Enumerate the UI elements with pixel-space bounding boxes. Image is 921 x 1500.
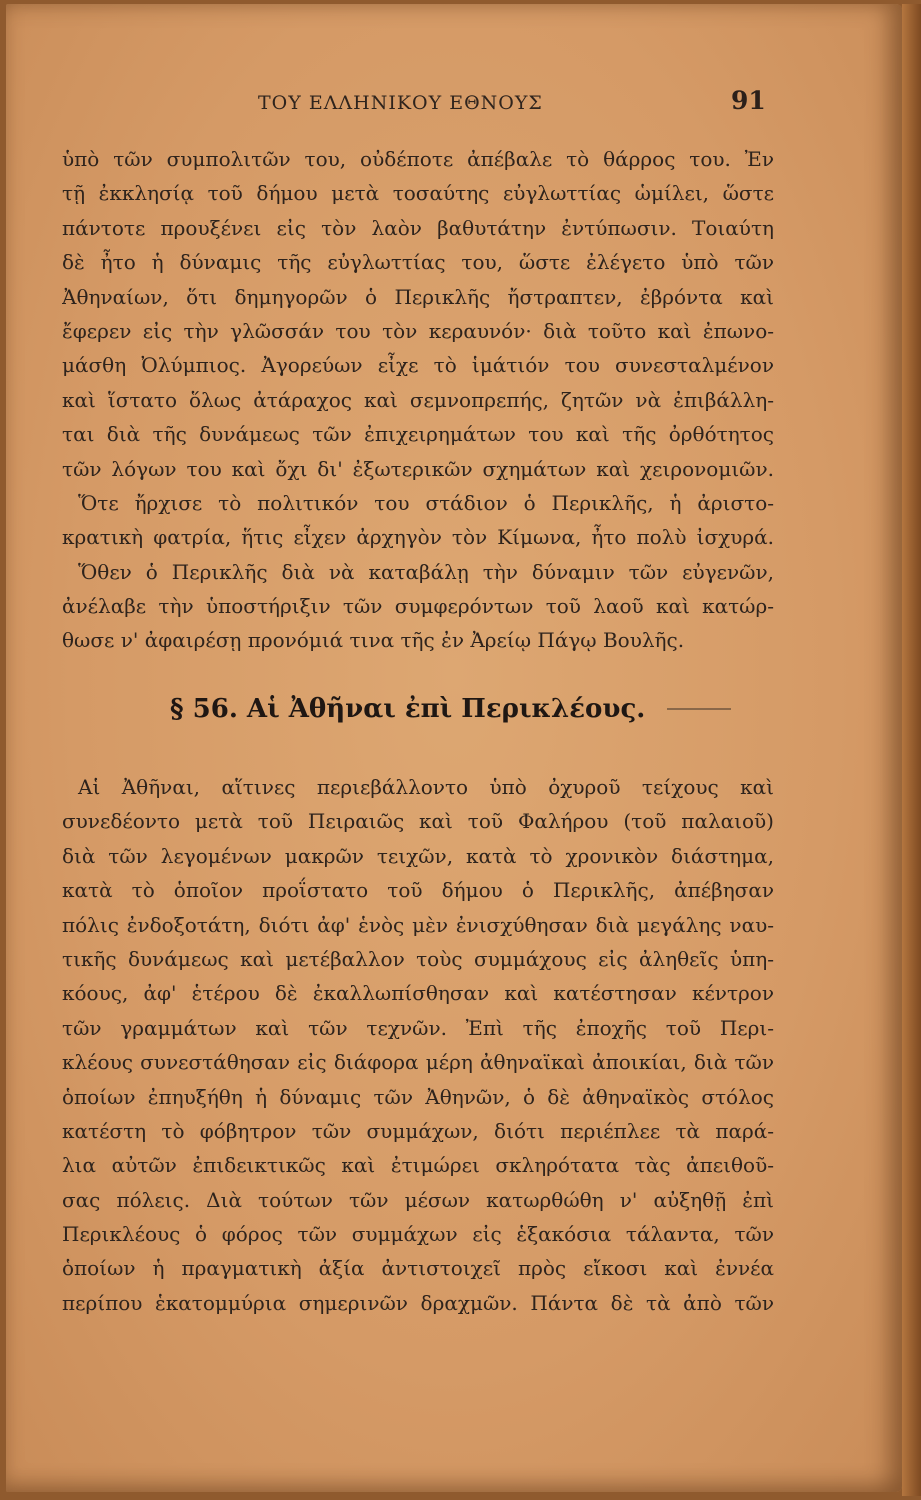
text-line: κρατικὴ φατρία, ἥτις εἶχεν ἀρχηγὸν τὸν Κίμωνα, ἦτο πολὺ ἰσχυρά.: [62, 525, 774, 550]
text-line: θωσε ν' ἀφαιρέσῃ προνόμιά τινα τῆς ἐν Ἀρείῳ Πάγῳ Βουλῆς.: [62, 628, 685, 653]
text-line: ὁποίων ἡ πραγματικὴ ἀξία ἀντιστοιχεῖ πρὸς εἴκοσι καὶ ἐννέα: [62, 1256, 774, 1281]
text-line: τῶν γραμμάτων καὶ τῶν τεχνῶν. Ἐπὶ τῆς ἐποχῆς τοῦ Περι-: [62, 1015, 774, 1040]
text-line: δὲ ἦτο ἡ δύναμις τῆς εὐγλωττίας του, ὥστε ἐλέγετο ὑπὸ τῶν: [62, 250, 774, 275]
paragraph-2: [62, 770, 774, 1320]
text-line: ἀνέλαβε τὴν ὑποστήριξιν τῶν συμφερόντων τοῦ λαοῦ καὶ κατώρ-: [62, 594, 774, 619]
text-line: κατὰ τὸ ὁποῖον προΐστατο τοῦ δήμου ὁ Περικλῆς, ἀπέβησαν: [62, 878, 774, 903]
text-line: τικῆς δυνάμεως καὶ μετέβαλλον τοὺς συμμάχους εἰς ἀληθεῖς ὑπη-: [62, 946, 774, 971]
text-line: τῇ ἐκκλησίᾳ τοῦ δήμου μετὰ τοσαύτης εὐγλωττίας ὡμίλει, ὥστε: [62, 181, 774, 206]
text-line: πάντοτε προυξένει εἰς τὸν λαὸν βαθυτάτην ἐντύπωσιν. Τοιαύτη: [62, 215, 774, 240]
text-line: πόλις ἐνδοξοτάτη, διότι ἀφ' ἑνὸς μὲν ἐνισχύθησαν διὰ μεγάλης ναυ-: [62, 912, 774, 937]
text-line: συνεδέοντο μετὰ τοῦ Πειραιῶς καὶ τοῦ Φαλήρου (τοῦ παλαιοῦ): [62, 809, 774, 834]
text-line: κόους, ἀφ' ἑτέρου δὲ ἐκαλλωπίσθησαν καὶ κατέστησαν κέντρον: [62, 981, 774, 1006]
text-line: ὁποίων ἐπηυξήθη ἡ δύναμις τῶν Ἀθηνῶν, ὁ δὲ ἀθηναϊκὸς στόλος: [62, 1084, 774, 1109]
text-line: ἔφερεν εἰς τὴν γλῶσσάν του τὸν κεραυνόν· διὰ τοῦτο καὶ ἐπωνο-: [62, 318, 774, 343]
text-line: Περικλέους ὁ φόρος τῶν συμμάχων εἰς ἑξακόσια τάλαντα, τῶν: [62, 1222, 774, 1247]
page-edge: [902, 4, 921, 1496]
text-line: καὶ ἵστατο ὅλως ἀτάραχος καὶ σεμνοπρεπής, ζητῶν νὰ ἐπιβάλλη-: [62, 387, 774, 412]
text-line: ται διὰ τῆς δυνάμεως τῶν ἐπιχειρημάτων του καὶ τῆς ὀρθότητος: [62, 422, 774, 447]
text-line: λια αὐτῶν ἐπιδεικτικῶς καὶ ἐτιμώρει σκληρότατα τὰς ἀπειθοῦ-: [62, 1153, 774, 1178]
text-line: Ὅθεν ὁ Περικλῆς διὰ νὰ καταβάλῃ τὴν δύναμιν τῶν εὐγενῶν,: [78, 559, 774, 584]
section-heading: § 56. Αἱ Ἀθῆναι ἐπὶ Περικλέους.: [170, 694, 646, 724]
text-line: κλέους συνεστάθησαν εἰς διάφορα μέρη ἀθηναϊκαὶ ἀποικίαι, διὰ τῶν: [62, 1050, 774, 1075]
text-line: περίπου ἑκατομμύρια σημερινῶν δραχμῶν. Πάντα δὲ τὰ ἀπὸ τῶν: [62, 1290, 774, 1315]
text-line: Ἀθηναίων, ὅτι δημηγορῶν ὁ Περικλῆς ἤστραπτεν, ἐβρόντα καὶ: [62, 284, 774, 309]
section-heading-row: [170, 694, 731, 724]
text-line: τῶν λόγων του καὶ ὄχι δι' ἐξωτερικῶν σχημάτων καὶ χειρονομιῶν.: [62, 456, 774, 481]
text-line: κατέστη τὸ φόβητρον τῶν συμμάχων, διότι περιέπλεε τὰ παρά-: [62, 1118, 774, 1143]
text-line: σας πόλεις. Διὰ τούτων τῶν μέσων κατωρθώθη ν' αὐξηθῇ ἐπὶ: [62, 1187, 774, 1212]
heading-rule: [667, 708, 731, 710]
text-line: ὑπὸ τῶν συμπολιτῶν του, οὐδέποτε ἀπέβαλε τὸ θάρρος του. Ἐν: [62, 147, 774, 171]
paragraph-1: [62, 142, 774, 658]
text-line: μάσθη Ὀλύμπιος. Ἀγορεύων εἶχε τὸ ἱμάτιόν του συνεσταλμένον: [62, 353, 774, 378]
running-head: ΤΟΥ ΕΛΛΗΝΙΚΟΥ ΕΘΝΟΥΣ: [258, 92, 543, 114]
text-line: Αἱ Ἀθῆναι, αἵτινες περιεβάλλοντο ὑπὸ ὀχυροῦ τείχους καὶ: [78, 775, 774, 799]
text-line: Ὅτε ἤρχισε τὸ πολιτικόν του στάδιον ὁ Περικλῆς, ἡ ἀριστο-: [78, 490, 774, 515]
text-line: διὰ τῶν λεγομένων μακρῶν τειχῶν, κατὰ τὸ χρονικὸν διάστημα,: [62, 843, 774, 868]
page-number: 91: [731, 86, 766, 115]
